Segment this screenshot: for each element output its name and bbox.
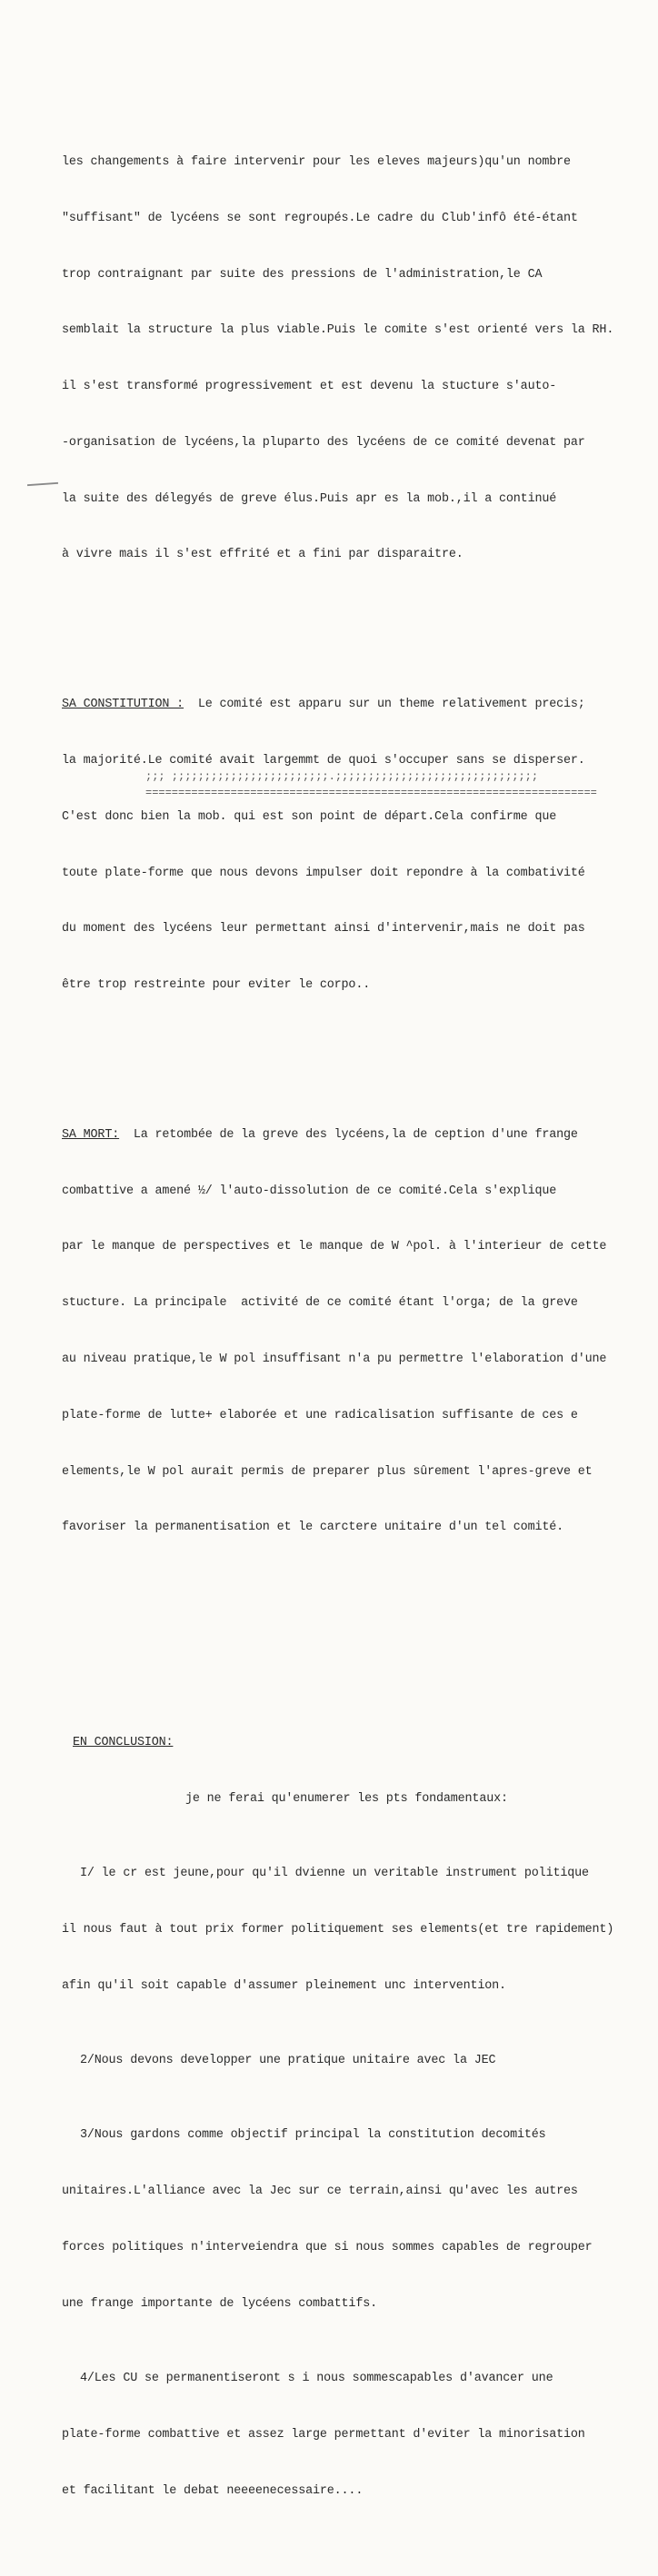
text-line: Le comité est apparu sur un theme relativement precis; bbox=[184, 698, 585, 712]
text-line: à vivre mais il s'est effrité et a fini par disparaitre. bbox=[62, 548, 464, 562]
text-line: par le manque de perspectives et le manque de W ^pol. à l'interieur de cette bbox=[62, 1240, 607, 1254]
text-line: il s'est transformé progressivement et est devenu la stucture s'auto- bbox=[62, 380, 557, 394]
text-line: toute plate-forme que nous devons impulser doit repondre à la combativité bbox=[62, 866, 585, 880]
point-line: I/ le cr est jeune,pour qu'il dvienne un veritable instrument politique bbox=[80, 1867, 589, 1880]
point-line: 4/Les CU se permanentiseront s i nous sommescapables d'avancer une bbox=[80, 2372, 553, 2386]
text-line: combattive a amené ½/ l'auto-dissolution de ce comité.Cela s'explique bbox=[62, 1184, 557, 1198]
section-conclusion bbox=[62, 1697, 643, 2539]
point-line: plate-forme combattive et assez large permettant d'eviter la minorisation bbox=[62, 2427, 585, 2442]
section-constitution bbox=[62, 659, 643, 1033]
point-line: une frange importante de lycéens combattifs. bbox=[62, 2296, 377, 2311]
text-line: favoriser la permanentisation et le carctere unitaire d'un tel comité. bbox=[62, 1521, 563, 1535]
text-line: "suffisant" de lycéens se sont regroupés.Le cadre du Club'infô été-étant bbox=[62, 211, 578, 225]
conclusion-intro: je ne ferai qu'enumerer les pts fondamentaux: bbox=[185, 1791, 508, 1806]
section-heading: SA MORT: bbox=[62, 1127, 120, 1142]
margin-pen-mark bbox=[27, 482, 58, 486]
text-line: -organisation de lycéens,la pluparto des lycéens de ce comité devenat par bbox=[62, 435, 585, 450]
text-line: La retombée de la greve des lycéens,la de ception d'une frange bbox=[119, 1127, 578, 1142]
point-line: forces politiques n'interveiendra que si nous sommes capables de regrouper bbox=[62, 2240, 593, 2254]
point-line: et facilitant le debat neeeenecessaire.... bbox=[62, 2483, 364, 2498]
point-line: unitaires.L'alliance avec la Jec sur ce terrain,ainsi qu'avec les autres bbox=[62, 2185, 578, 2199]
point-line: il nous faut à tout prix former politiquement ses elements(et tre rapidement) bbox=[62, 1922, 614, 1937]
section-heading-line bbox=[62, 696, 643, 715]
point-line: 3/Nous gardons comme objectif principal la constitution decomités bbox=[80, 2128, 546, 2143]
section-mort bbox=[62, 1089, 643, 1575]
text-line: la suite des délegyés de greve élus.Puis apr es la mob.,il a continué bbox=[62, 491, 557, 506]
text-line: elements,le W pol aurait permis de preparer plus sûrement l'apres-greve et bbox=[62, 1464, 593, 1479]
spacer bbox=[62, 1631, 643, 1640]
separator-semicolons: ;;; ;;;;;;;;;;;;;;;;;;;;;;;;.;;;;;;;;;;;;;;;;;;;;;;;;;;;;;;; bbox=[145, 770, 539, 783]
text-line: plate-forme de lutte+ elaborée et une radicalisation suffisante de ces e bbox=[62, 1408, 578, 1422]
point-line: afin qu'il soit capable d'assumer pleinement unc intervention. bbox=[62, 1978, 506, 1993]
section-heading-line bbox=[62, 1126, 643, 1145]
paragraph-intro bbox=[62, 116, 643, 602]
section-heading: EN CONCLUSION: bbox=[73, 1735, 174, 1749]
point-line: 2/Nous devons developper une pratique unitaire avec la JEC bbox=[80, 2053, 496, 2067]
text-line: les changements à faire intervenir pour les eleves majeurs)qu'un nombre bbox=[62, 154, 571, 169]
text-line: stucture. La principale activité de ce comité étant l'orga; de la greve bbox=[62, 1296, 578, 1311]
text-line: être trop restreinte pour eviter le corpo.. bbox=[62, 978, 371, 993]
typewritten-text bbox=[62, 60, 643, 2576]
text-line: semblait la structure la plus viable.Puis le comite s'est orienté vers la RH. bbox=[62, 323, 614, 338]
text-line: trop contraignant par suite des pressions de l'administration,le CA bbox=[62, 267, 543, 282]
text-line: du moment des lycéens leur permettant ainsi d'intervenir,mais ne doit pas bbox=[62, 922, 585, 936]
text-line: au niveau pratique,le W pol insuffisant n'a pu permettre l'elaboration d'une bbox=[62, 1352, 607, 1366]
text-line: la majorité.Le comité avait largemmt de quoi s'occuper sans se disperser. bbox=[62, 753, 585, 768]
text-line: C'est donc bien la mob. qui est son point de départ.Cela confirme que bbox=[62, 809, 557, 824]
separator-equals: ===================================================================== bbox=[145, 787, 597, 799]
section-heading: SA CONSTITUTION : bbox=[62, 698, 184, 712]
